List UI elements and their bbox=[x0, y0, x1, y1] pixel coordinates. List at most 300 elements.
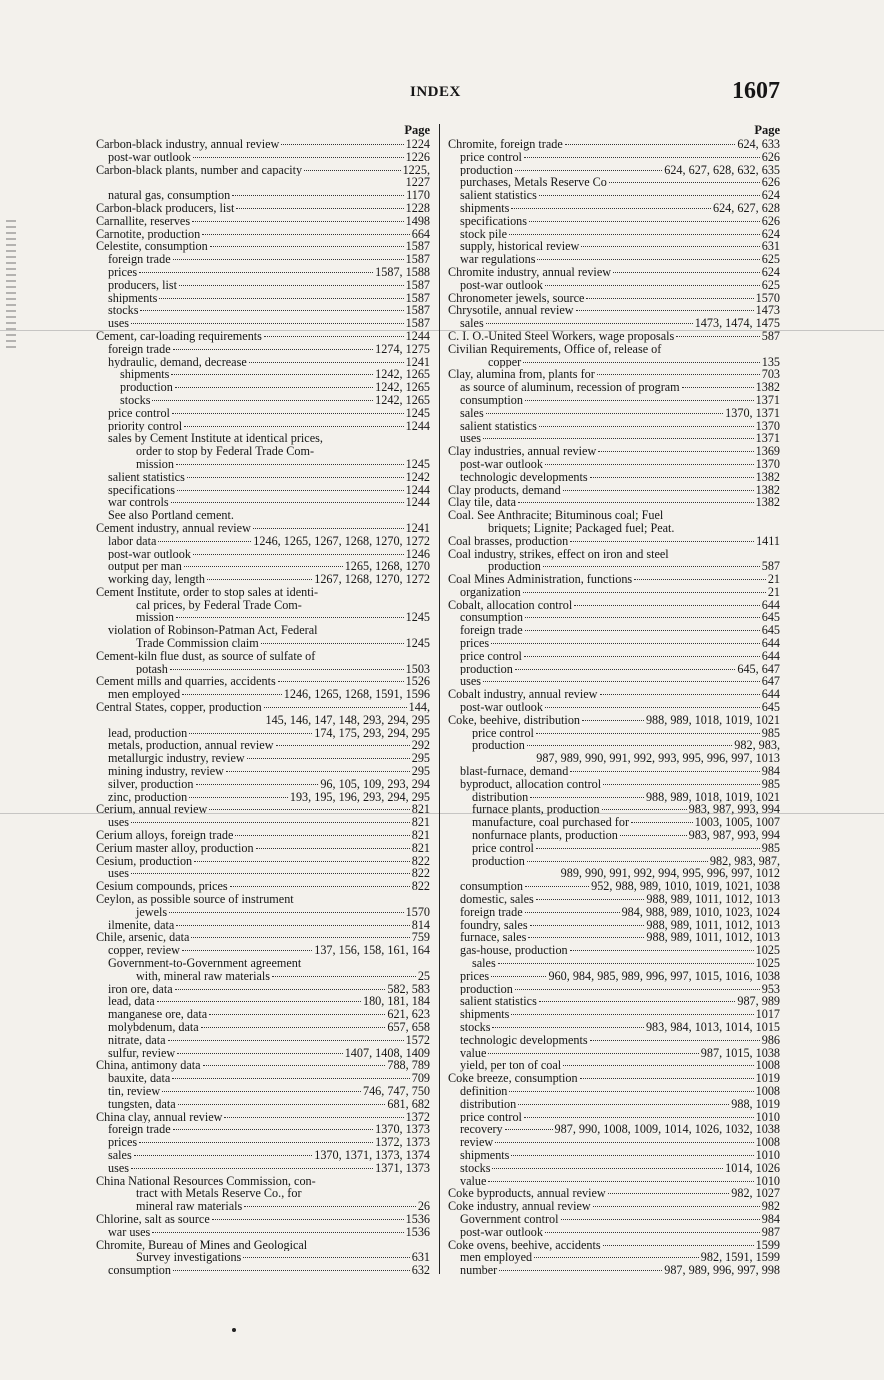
dot-leader bbox=[235, 834, 409, 836]
entry-pages: 1170 bbox=[406, 189, 430, 202]
dot-leader bbox=[182, 693, 282, 695]
index-entry bbox=[448, 624, 780, 637]
entry-pages: 631 bbox=[411, 1251, 430, 1265]
dot-leader bbox=[157, 1000, 361, 1002]
entry-pages: 709 bbox=[411, 1072, 430, 1085]
entry-pages: 1267, 1268, 1270, 1272 bbox=[314, 573, 430, 586]
dot-leader bbox=[249, 361, 404, 363]
entry-term: Clay, alumina from, plants for bbox=[448, 368, 595, 382]
dot-leader bbox=[581, 245, 759, 247]
dot-leader bbox=[525, 616, 760, 618]
index-entry bbox=[448, 164, 780, 177]
dot-leader bbox=[511, 1013, 753, 1015]
entry-pages: 987, 989, 990, 991, 992, 993, 995, 996, 997, 1013 bbox=[536, 752, 780, 766]
entry-pages: 1025 bbox=[755, 957, 780, 970]
entry-pages: 1587 bbox=[405, 291, 430, 305]
entry-pages: 746, 747, 750 bbox=[362, 1084, 430, 1098]
entry-term: sulfur, review bbox=[108, 1046, 176, 1060]
entry-term: tungsten, data bbox=[108, 1097, 176, 1111]
dot-leader bbox=[511, 207, 711, 209]
entry-pages: 1570 bbox=[405, 905, 430, 919]
entry-term: shipments bbox=[460, 201, 510, 215]
entry-pages: 1228 bbox=[405, 201, 430, 215]
dot-leader bbox=[173, 258, 404, 260]
entry-term: Carbon-black industry, annual review bbox=[96, 138, 280, 151]
entry-pages: 96, 105, 109, 293, 294 bbox=[320, 777, 430, 791]
dot-leader bbox=[597, 373, 760, 375]
dot-leader bbox=[230, 885, 410, 887]
dot-leader bbox=[491, 642, 760, 644]
entry-pages: 1244 bbox=[405, 496, 430, 510]
entry-term: cal prices, by Federal Trade Com- bbox=[136, 598, 302, 612]
dot-leader bbox=[682, 386, 754, 388]
entry-pages: 821 bbox=[411, 803, 430, 817]
entry-term: production bbox=[488, 560, 541, 574]
entry-term: stocks bbox=[120, 393, 151, 407]
index-entry bbox=[96, 1072, 430, 1085]
entry-pages: 983, 987, 993, 994 bbox=[688, 829, 780, 842]
entry-term: Coke byproducts, annual review bbox=[448, 1187, 606, 1201]
index-entry bbox=[448, 919, 780, 932]
entry-term: war regulations bbox=[460, 253, 536, 266]
entry-pages: 587 bbox=[761, 560, 780, 574]
entry-term: mining industry, review bbox=[108, 765, 224, 778]
entry-term: sales bbox=[460, 317, 484, 330]
entry-pages: 1014, 1026 bbox=[725, 1161, 780, 1175]
entry-pages: 982 bbox=[761, 1200, 780, 1213]
entry-term: post-war outlook bbox=[108, 547, 191, 561]
entry-term: Chile, arsenic, data bbox=[96, 931, 190, 945]
entry-pages: 664 bbox=[411, 227, 430, 241]
entry-term: Ceylon, as possible source of instrument bbox=[96, 893, 294, 906]
entry-term: specifications bbox=[460, 214, 528, 228]
index-entry bbox=[448, 1213, 780, 1226]
dot-leader bbox=[527, 860, 708, 862]
entry-pages: 295 bbox=[411, 765, 430, 778]
entry-pages: 647 bbox=[761, 675, 780, 689]
entry-term: salient statistics bbox=[460, 189, 537, 202]
entry-pages: 1010 bbox=[755, 1110, 780, 1124]
dot-leader bbox=[139, 271, 373, 273]
dot-leader bbox=[602, 808, 687, 810]
index-entry bbox=[448, 1008, 780, 1021]
entry-pages: 987, 1015, 1038 bbox=[700, 1046, 780, 1060]
entry-term: sales bbox=[108, 1148, 132, 1162]
index-entry bbox=[448, 957, 780, 970]
entry-term: production bbox=[120, 381, 173, 394]
entry-pages: 986 bbox=[761, 1033, 780, 1047]
index-entry bbox=[448, 944, 780, 957]
index-entry bbox=[448, 1162, 780, 1175]
dot-leader bbox=[565, 143, 736, 145]
entry-pages: 822 bbox=[411, 880, 430, 894]
dot-leader bbox=[509, 233, 760, 235]
dot-leader bbox=[320, 592, 428, 593]
entry-pages: 1382 bbox=[755, 496, 780, 510]
entry-term: gas-house, production bbox=[460, 944, 568, 957]
entry-term: briquets; Lignite; Packaged fuel; Peat. bbox=[488, 521, 675, 535]
dot-leader bbox=[184, 425, 404, 427]
dot-leader bbox=[152, 1231, 403, 1233]
entry-pages: 145, 146, 147, 148, 293, 294, 295 bbox=[265, 713, 430, 727]
index-entry bbox=[96, 931, 430, 944]
entry-term: Coke industry, annual review bbox=[448, 1200, 591, 1213]
dot-leader bbox=[317, 656, 428, 657]
dot-leader bbox=[603, 783, 760, 785]
dot-leader bbox=[545, 463, 754, 465]
dot-leader bbox=[515, 169, 662, 171]
entry-term: production bbox=[460, 982, 513, 996]
index-entry bbox=[448, 381, 780, 394]
entry-pages: 624, 627, 628, 632, 635 bbox=[664, 163, 780, 177]
dot-leader bbox=[524, 156, 760, 158]
index-entry bbox=[96, 240, 430, 253]
entry-pages: 1019 bbox=[755, 1072, 780, 1085]
dot-leader bbox=[530, 924, 645, 926]
entry-term: China, antimony data bbox=[96, 1059, 201, 1073]
index-entry bbox=[448, 701, 780, 714]
index-entry bbox=[96, 484, 430, 497]
dot-leader bbox=[492, 1026, 643, 1028]
index-entry bbox=[448, 1047, 780, 1060]
dot-leader bbox=[138, 720, 263, 721]
index-entry bbox=[96, 893, 430, 906]
dot-leader bbox=[663, 349, 778, 350]
index-entry bbox=[448, 1136, 780, 1149]
index-entry bbox=[96, 176, 430, 189]
dot-leader bbox=[488, 1180, 753, 1182]
dot-leader bbox=[525, 911, 620, 913]
index-entry bbox=[96, 138, 430, 151]
index-entry bbox=[448, 458, 780, 471]
dot-leader bbox=[539, 425, 754, 427]
dot-leader bbox=[574, 604, 760, 606]
entry-pages: 1382 bbox=[755, 470, 780, 484]
dot-leader bbox=[608, 1192, 730, 1194]
entry-pages: 985 bbox=[761, 841, 780, 855]
index-entry bbox=[448, 445, 780, 458]
index-entry bbox=[96, 714, 430, 727]
index-entry bbox=[96, 586, 430, 599]
dot-leader bbox=[209, 1013, 385, 1015]
dot-leader bbox=[210, 245, 404, 247]
index-entry bbox=[448, 1200, 780, 1213]
entry-pages: 1587 bbox=[405, 317, 430, 330]
entry-pages: 1371 bbox=[755, 432, 780, 446]
entry-term: organization bbox=[460, 585, 521, 599]
dot-leader bbox=[524, 655, 760, 657]
entry-pages: 989, 990, 991, 992, 994, 995, 996, 997, 1012 bbox=[560, 867, 780, 881]
entry-term: men employed bbox=[460, 1251, 533, 1265]
entry-term: consumption bbox=[108, 1264, 171, 1277]
dot-leader bbox=[178, 1103, 386, 1105]
entry-pages: 25 bbox=[417, 969, 430, 983]
dot-leader bbox=[492, 1167, 723, 1169]
dot-leader bbox=[171, 501, 404, 503]
entry-term: post-war outlook bbox=[460, 278, 543, 292]
entry-term: Carbon-black producers, list bbox=[96, 201, 235, 215]
entry-term: Civilian Requirements, Office of, release of bbox=[448, 342, 662, 356]
dot-leader bbox=[177, 489, 404, 491]
entry-term: prices bbox=[108, 1136, 138, 1149]
index-column-left bbox=[96, 124, 430, 1277]
entry-pages: 174, 175, 293, 294, 295 bbox=[314, 726, 430, 740]
entry-pages: 137, 156, 158, 161, 164 bbox=[314, 944, 430, 957]
index-entry bbox=[448, 138, 780, 151]
entry-pages: 952, 988, 989, 1010, 1019, 1021, 1038 bbox=[591, 880, 780, 894]
entry-term: price control bbox=[460, 1110, 522, 1124]
entry-term: tract with Metals Reserve Co., for bbox=[136, 1187, 302, 1201]
entry-term: hydraulic, demand, decrease bbox=[108, 355, 247, 369]
entry-pages: 180, 181, 184 bbox=[362, 995, 430, 1009]
entry-pages: 1372, 1373 bbox=[375, 1136, 430, 1149]
entry-pages: 644 bbox=[761, 649, 780, 663]
index-entry bbox=[448, 407, 780, 420]
entry-term: Cement-kiln flue dust, as source of sulfate of bbox=[96, 649, 316, 663]
page-header bbox=[90, 78, 780, 108]
entry-term: purchases, Metals Reserve Co bbox=[460, 176, 607, 190]
dot-leader bbox=[226, 770, 410, 772]
index-entry bbox=[448, 1149, 780, 1162]
dot-leader bbox=[212, 1218, 404, 1220]
index-entry bbox=[96, 1098, 430, 1111]
dot-leader bbox=[536, 732, 760, 734]
entry-pages: 1572 bbox=[405, 1033, 430, 1047]
entry-pages: 624, 627, 628 bbox=[712, 201, 780, 215]
dot-leader bbox=[201, 1026, 386, 1028]
entry-term: sales bbox=[472, 957, 496, 970]
index-entry bbox=[448, 535, 780, 548]
index-entry bbox=[448, 867, 780, 880]
entry-term: consumption bbox=[460, 393, 523, 407]
index-entry bbox=[448, 240, 780, 253]
entry-term: C. I. O.-United Steel Workers, wage proposals bbox=[448, 329, 675, 343]
dot-leader bbox=[179, 284, 404, 286]
entry-term: Cerium master alloy, production bbox=[96, 841, 254, 855]
index-entry bbox=[448, 253, 780, 266]
index-entry bbox=[96, 983, 430, 996]
dot-leader bbox=[609, 181, 760, 183]
dot-leader bbox=[600, 693, 760, 695]
entry-term: uses bbox=[108, 867, 129, 881]
index-entry bbox=[96, 995, 430, 1008]
entry-term: uses bbox=[460, 675, 481, 689]
dot-leader bbox=[236, 207, 403, 209]
dot-leader bbox=[264, 706, 407, 708]
dot-leader bbox=[207, 578, 312, 580]
index-entry bbox=[448, 842, 780, 855]
index-entry bbox=[448, 714, 780, 727]
index-entry bbox=[96, 548, 430, 561]
entry-term: post-war outlook bbox=[460, 701, 543, 714]
index-entry bbox=[96, 803, 430, 816]
entry-pages: 1010 bbox=[755, 1148, 780, 1162]
entry-pages: 1227 bbox=[405, 176, 430, 190]
dot-leader bbox=[671, 554, 778, 555]
entry-pages: 624 bbox=[761, 227, 780, 241]
entry-pages: 1587, 1588 bbox=[375, 265, 430, 279]
entry-term: output per man bbox=[108, 560, 182, 574]
entry-term: price control bbox=[460, 649, 522, 663]
index-entry bbox=[96, 842, 430, 855]
dot-leader bbox=[256, 847, 410, 849]
entry-term: war controls bbox=[108, 496, 169, 510]
index-entry bbox=[96, 330, 430, 343]
entry-term: uses bbox=[108, 816, 129, 830]
index-entry bbox=[448, 599, 780, 612]
entry-pages: 987, 990, 1008, 1009, 1014, 1026, 1032, 1038 bbox=[554, 1123, 780, 1137]
dot-leader bbox=[191, 936, 409, 938]
dot-leader bbox=[318, 1181, 428, 1182]
index-entry bbox=[448, 1251, 780, 1264]
entry-pages: 1371, 1373 bbox=[375, 1161, 430, 1175]
entry-term: recovery bbox=[460, 1123, 503, 1137]
dot-leader bbox=[175, 386, 373, 388]
index-entry bbox=[448, 368, 780, 381]
dot-leader bbox=[543, 565, 760, 567]
entry-pages: 1265, 1268, 1270 bbox=[344, 560, 430, 574]
dot-leader bbox=[518, 1103, 729, 1105]
index-entry bbox=[96, 637, 430, 650]
index-entry bbox=[96, 1200, 430, 1213]
dot-leader bbox=[545, 1231, 760, 1233]
dot-leader bbox=[244, 1205, 416, 1207]
dot-leader bbox=[515, 988, 760, 990]
entry-pages: 1245 bbox=[405, 637, 430, 650]
entry-term: uses bbox=[108, 1161, 129, 1175]
dot-leader bbox=[187, 476, 404, 478]
dot-leader bbox=[169, 911, 403, 913]
entry-term: supply, historical review bbox=[460, 240, 580, 254]
entry-term: uses bbox=[108, 317, 129, 330]
entry-term: review bbox=[460, 1136, 494, 1149]
index-entry bbox=[448, 778, 780, 791]
entry-term: Cement Institute, order to stop sales at identi- bbox=[96, 585, 319, 599]
entry-term: Clay tile, data bbox=[448, 496, 517, 510]
entry-pages: 960, 984, 985, 989, 996, 997, 1015, 1016, 1038 bbox=[548, 969, 780, 983]
dot-leader bbox=[665, 515, 778, 516]
column-heading: Page bbox=[404, 123, 430, 137]
dot-leader bbox=[173, 348, 374, 350]
entry-pages: 788, 789 bbox=[387, 1059, 430, 1073]
dot-leader bbox=[537, 258, 759, 260]
index-entry bbox=[96, 739, 430, 752]
index-entry bbox=[448, 215, 780, 228]
entry-term: See also Portland cement. bbox=[108, 509, 234, 522]
entry-pages: 626 bbox=[761, 214, 780, 228]
page-number: 1607 bbox=[732, 78, 780, 104]
dot-leader bbox=[236, 515, 428, 516]
dot-leader bbox=[536, 847, 760, 849]
entry-term: price control bbox=[472, 726, 534, 740]
dot-leader bbox=[189, 796, 288, 798]
entry-pages: 1008 bbox=[755, 1136, 780, 1149]
index-entry bbox=[448, 816, 780, 829]
entry-term: jewels bbox=[136, 905, 168, 919]
index-entry bbox=[96, 215, 430, 228]
entry-pages: 1245 bbox=[405, 611, 430, 625]
index-entry bbox=[448, 1085, 780, 1098]
entry-term: Carbon-black plants, number and capacity bbox=[96, 163, 303, 177]
entry-term: consumption bbox=[460, 611, 523, 625]
dot-leader bbox=[580, 1077, 754, 1079]
dot-leader bbox=[193, 553, 404, 555]
entry-term: prices bbox=[108, 265, 138, 279]
entry-term: stocks bbox=[108, 304, 139, 318]
entry-term: war uses bbox=[108, 1225, 151, 1239]
index-entry bbox=[96, 1034, 430, 1047]
entry-term: consumption bbox=[460, 880, 523, 894]
entry-pages: 135 bbox=[761, 355, 780, 369]
entry-term: Cement, car-loading requirements bbox=[96, 329, 262, 343]
entry-pages: 631 bbox=[761, 240, 780, 254]
index-entry bbox=[96, 1187, 430, 1200]
index-entry bbox=[96, 906, 430, 919]
entry-term: Cesium, production bbox=[96, 854, 193, 868]
dot-leader bbox=[586, 297, 753, 299]
index-entry bbox=[96, 599, 430, 612]
entry-pages: 632 bbox=[411, 1264, 430, 1277]
dot-leader bbox=[511, 1154, 753, 1156]
page-title: INDEX bbox=[410, 84, 461, 100]
column-heading: Page bbox=[754, 123, 780, 137]
index-entry bbox=[448, 765, 780, 778]
entry-pages: 21 bbox=[767, 585, 780, 599]
dot-leader bbox=[505, 1128, 553, 1130]
dot-leader bbox=[525, 885, 589, 887]
entry-term: specifications bbox=[108, 483, 176, 497]
index-entry bbox=[448, 688, 780, 701]
dot-leader bbox=[509, 1090, 753, 1092]
entry-term: foreign trade bbox=[108, 1123, 171, 1137]
dot-leader bbox=[176, 463, 404, 465]
dot-leader bbox=[261, 642, 404, 644]
index-entry bbox=[448, 727, 780, 740]
index-entry bbox=[96, 1123, 430, 1136]
entry-term: Clay industries, annual review bbox=[448, 445, 597, 458]
entry-term: blast-furnace, demand bbox=[460, 765, 569, 778]
dot-leader bbox=[634, 578, 766, 580]
index-entry bbox=[96, 509, 430, 522]
entry-pages: 626 bbox=[761, 176, 780, 190]
entry-term: producers, list bbox=[108, 278, 178, 292]
index-entry bbox=[448, 1059, 780, 1072]
entry-pages: 1370, 1371, 1373, 1374 bbox=[314, 1148, 430, 1162]
dot-leader bbox=[486, 412, 723, 414]
entry-term: lead, production bbox=[108, 726, 188, 740]
entry-pages: 1536 bbox=[405, 1225, 430, 1239]
entry-pages: 1370, 1373 bbox=[375, 1123, 430, 1137]
index-entry bbox=[96, 752, 430, 765]
entry-term: Trade Commission claim bbox=[136, 637, 259, 650]
dot-leader bbox=[563, 1064, 753, 1066]
entry-pages: 645 bbox=[761, 624, 780, 638]
index-entry bbox=[448, 228, 780, 241]
entry-term: salient statistics bbox=[460, 995, 537, 1009]
entry-term: sales by Cement Institute at identical prices, bbox=[108, 432, 323, 446]
dot-leader bbox=[196, 783, 319, 785]
entry-term: Chromite, foreign trade bbox=[448, 138, 563, 151]
entry-pages: 1570 bbox=[755, 291, 780, 305]
dot-leader bbox=[309, 1245, 428, 1246]
entry-pages: 681, 682 bbox=[387, 1097, 430, 1111]
entry-term: Coke ovens, beehive, accidents bbox=[448, 1238, 601, 1252]
index-entry bbox=[96, 701, 430, 714]
entry-term: Coal industry, strikes, effect on iron and steel bbox=[448, 547, 669, 561]
entry-pages: 26 bbox=[417, 1200, 430, 1213]
entry-term: lead, data bbox=[108, 995, 155, 1009]
index-entry bbox=[96, 791, 430, 804]
